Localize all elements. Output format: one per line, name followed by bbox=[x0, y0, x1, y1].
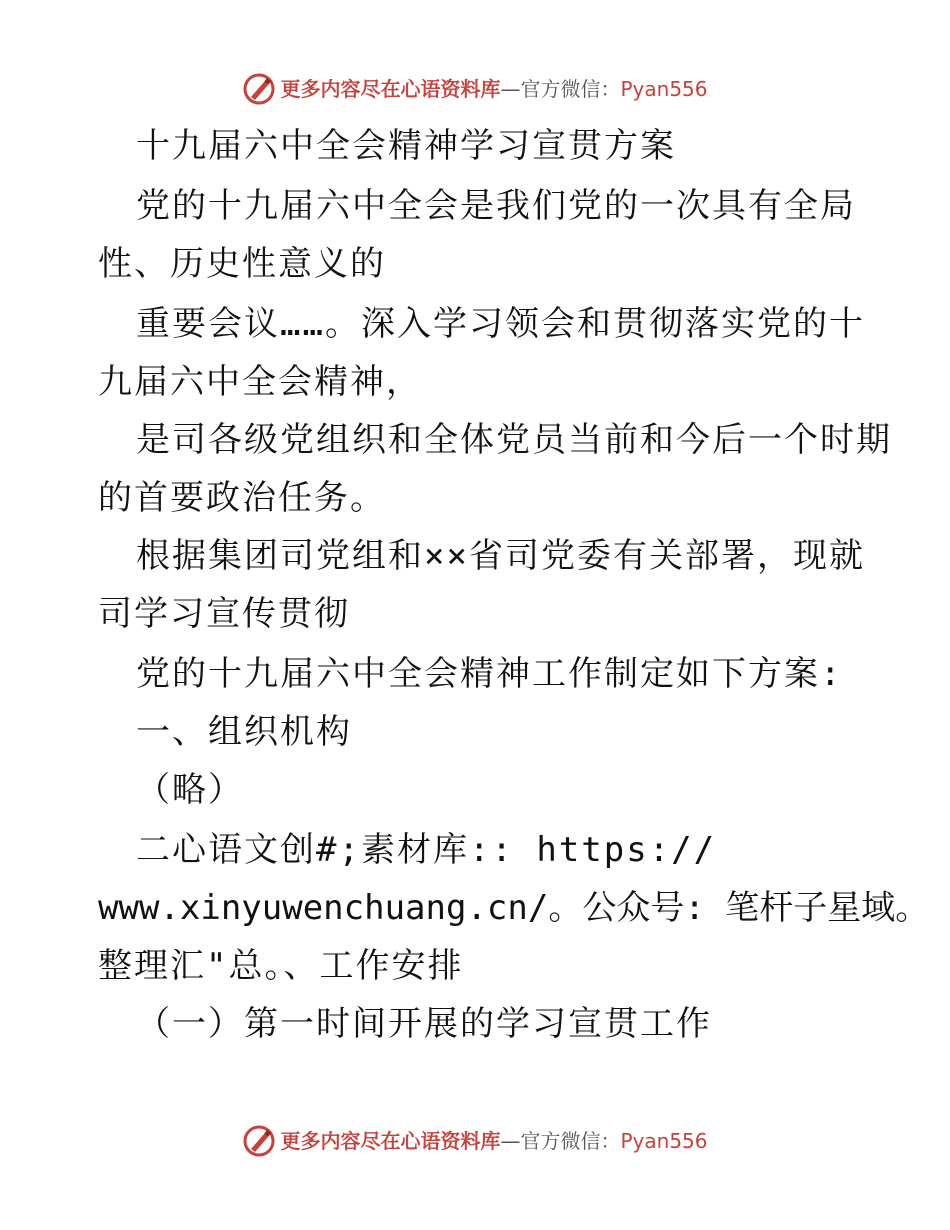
watermark-dash: — bbox=[500, 1129, 521, 1153]
paragraph-line: 九届六中全会精神， bbox=[98, 362, 422, 402]
paragraph-line: 性、历史性意义的 bbox=[98, 244, 386, 284]
paragraph-line: 是司各级党组织和全体党员当前和今后一个时期 bbox=[136, 420, 892, 460]
paragraph-line: 二心语文创#;素材库:: https:// bbox=[136, 830, 717, 870]
footer-watermark bbox=[0, 1124, 950, 1158]
paragraph-line: （略） bbox=[136, 770, 244, 810]
watermark-dash: — bbox=[500, 77, 521, 101]
section-heading: 一、组织机构 bbox=[136, 712, 352, 752]
watermark-wechat-label: 官方微信： bbox=[520, 1129, 621, 1153]
paragraph-line: 司学习宣传贯彻 bbox=[98, 594, 350, 634]
paragraph-line: 党的十九届六中全会精神工作制定如下方案: bbox=[136, 654, 843, 694]
paragraph-line: 重要会议……。深入学习领会和贯彻落实党的十 bbox=[136, 304, 865, 344]
watermark-wechat-label: 官方微信： bbox=[520, 77, 621, 101]
subsection-heading: （一）第一时间开展的学习宣贯工作 bbox=[136, 1004, 712, 1044]
paragraph-line: 党的十九届六中全会是我们党的一次具有全局 bbox=[136, 186, 856, 226]
watermark-site-text: 更多内容尽在心语资料库 bbox=[280, 1129, 501, 1153]
paragraph-line: 整理汇"总。、工作安排 bbox=[98, 946, 464, 986]
pen-seal-icon bbox=[242, 1124, 276, 1158]
pen-seal-icon bbox=[242, 72, 276, 106]
watermark-wechat-id: Pyan556 bbox=[620, 77, 708, 101]
header-watermark bbox=[0, 72, 950, 106]
paragraph-line: www.xinyuwenchuang.cn/。公众号: 笔杆子星域。 bbox=[98, 888, 930, 928]
watermark-site-text: 更多内容尽在心语资料库 bbox=[280, 77, 501, 101]
paragraph-line: 的首要政治任务。 bbox=[98, 478, 386, 518]
paragraph-line: 根据集团司党组和××省司党委有关部署，现就 bbox=[136, 536, 865, 576]
document-title: 十九届六中全会精神学习宣贯方案 bbox=[136, 126, 676, 166]
watermark-wechat-id: Pyan556 bbox=[620, 1129, 708, 1153]
